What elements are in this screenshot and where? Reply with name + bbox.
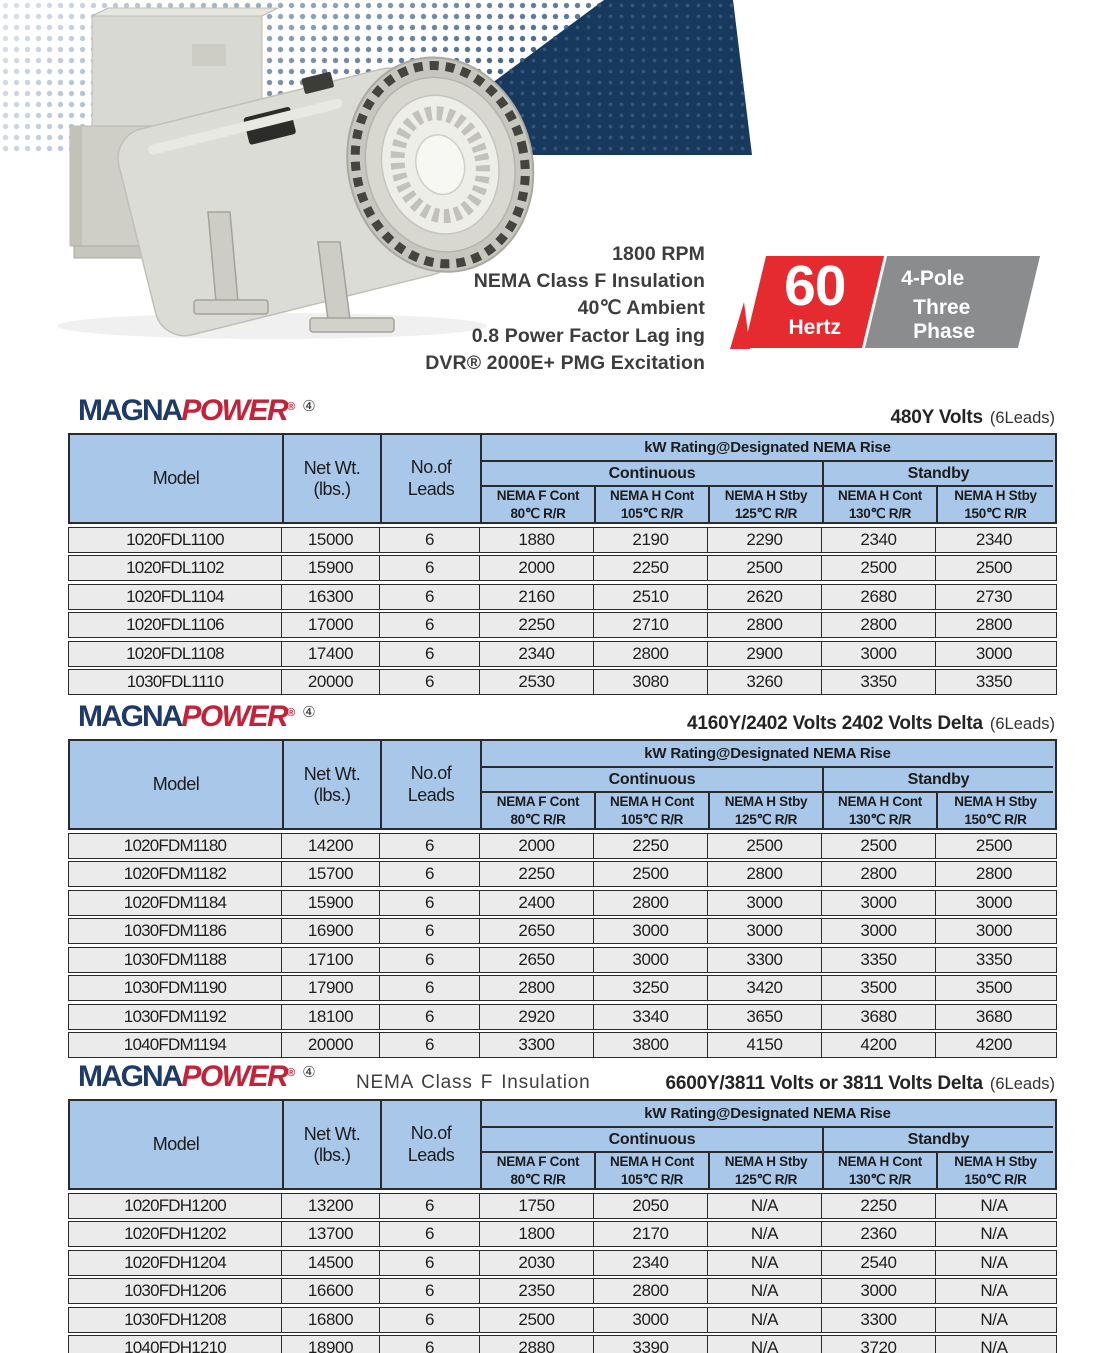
table-row [68,1221,1057,1247]
table-row [68,1193,1057,1219]
cell-kw: 3350 [935,948,1052,972]
cell-model: 1030FDM1188 [123,949,227,969]
leads-suffix: (6Leads) [989,409,1055,427]
cell-model: 1020FDL1104 [126,586,224,606]
cell-net-wt: 15900 [281,891,379,915]
cell-kw: 4150 [707,1033,821,1057]
cell-kw: 3350 [821,670,935,694]
cell-kw: 2340 [593,1251,707,1275]
cell-kw: 3000 [707,919,821,943]
pole-line2: Three Phase [913,296,976,343]
cell-kw: 3300 [821,1308,935,1332]
cell-kw: 2250 [479,862,593,886]
col-net-wt: Net Wt. (lbs.) [282,741,380,828]
cell-model: 1030FDM1186 [123,921,227,940]
logo-power: POWER [181,394,288,427]
magnapower-logo [78,392,316,431]
cell-kw: 2800 [821,613,935,637]
cell-kw: 2000 [479,556,593,580]
col-net-wt: Net Wt. (lbs.) [282,435,380,522]
cell-kw: 3000 [935,891,1052,915]
cell-kw: 2500 [593,862,707,886]
cell-model: 1040FDH1210 [124,1338,226,1353]
registered-mark: ® [287,707,296,719]
cell-leads: 6 [379,642,479,666]
cell-net-wt: 17100 [281,948,379,972]
cell-kw: 3500 [821,976,935,1000]
table-row [68,975,1057,1001]
cell-kw: 2500 [479,1308,593,1332]
section-title: 4160Y/2402 Volts 2402 Volts Delta (6Leads) [687,713,1055,734]
cell-leads: 6 [379,613,479,637]
cell-kw: 3650 [707,1005,821,1029]
cell-model: 1040FDM1194 [123,1035,227,1054]
sub-col-header: NEMA F Cont 80℃ R/R [480,1151,594,1188]
col-leads: No.of Leads [380,741,480,828]
cell-model: 1020FDM1184 [123,892,227,912]
magnapower-logo [78,1058,316,1097]
table-header [68,433,1057,524]
hertz-badge [744,256,884,348]
cell-leads: 6 [379,1308,479,1332]
cell-kw: 2650 [479,948,593,972]
cell-leads: 6 [379,1194,479,1218]
cell-kw: N/A [935,1194,1052,1218]
table-header [68,739,1057,830]
sub-col-header: NEMA H Cont 105℃ R/R [594,1151,708,1188]
col-model: Model [152,1134,200,1154]
circled-4-note: ④ [302,704,316,721]
cell-kw: N/A [707,1308,821,1332]
cell-kw: 3250 [593,976,707,1000]
cell-model: 1030FDM1192 [123,1006,227,1026]
cell-model: 1030FDH1206 [124,1281,226,1300]
cell-leads: 6 [379,834,479,858]
cell-kw: 2650 [479,919,593,943]
table-row [68,527,1057,553]
cell-kw: 2340 [821,528,935,552]
insulation-note: NEMA Class F Insulation [356,1072,591,1093]
section-title: 480Y Volts (6Leads) [890,407,1055,428]
cell-net-wt: 20000 [281,1033,379,1057]
cell-leads: 6 [379,670,479,694]
cell-kw: 3720 [821,1336,935,1353]
col-leads: No.of Leads [380,435,480,522]
cell-model: 1020FDM1182 [123,864,227,883]
section-title: 6600Y/3811 Volts or 3811 Volts Delta (6Leads) [665,1073,1055,1094]
cell-kw: 2800 [935,613,1052,637]
cell-kw: 3390 [593,1336,707,1353]
table-row [68,612,1057,638]
kw-rating-header: kW Rating@Designated NEMA Rise [480,741,1053,766]
pole-badge [865,256,1040,348]
logo-magna: MAGNA [78,1060,182,1093]
cell-leads: 6 [379,862,479,886]
cell-kw: 4200 [821,1033,935,1057]
cell-kw: 3350 [935,670,1052,694]
leads-suffix: (6Leads) [989,1075,1055,1093]
cell-kw: 2620 [707,585,821,609]
col-model: Model [152,468,200,488]
registered-mark: ® [287,401,296,413]
cell-kw: 3000 [821,891,935,915]
cell-net-wt: 16300 [281,585,379,609]
cell-kw: 2400 [479,891,593,915]
logo-power: POWER [181,1060,288,1093]
table-row [68,669,1057,695]
table-body [68,1193,1057,1353]
sub-col-header: NEMA H Cont 130℃ R/R [822,791,936,828]
registered-mark: ® [287,1067,296,1079]
cell-kw: 2500 [935,834,1052,858]
table-row [68,641,1057,667]
sub-col-header: NEMA H Cont 105℃ R/R [594,485,708,522]
cell-leads: 6 [379,948,479,972]
section-480y [68,391,1057,695]
spec-line: NEMA Class F Insulation [473,270,705,293]
table-row [68,1278,1057,1304]
cell-leads: 6 [379,1005,479,1029]
cell-kw: N/A [707,1251,821,1275]
table-row [68,555,1057,581]
cell-kw: 2000 [479,834,593,858]
cell-kw: 4200 [935,1033,1052,1057]
cell-kw: 3680 [821,1005,935,1029]
table-row [68,890,1057,916]
logo-power: POWER [181,700,288,733]
cell-model: 1020FDH1202 [124,1224,226,1243]
cell-net-wt: 14500 [281,1251,379,1275]
cell-kw: 3800 [593,1033,707,1057]
col-leads: No.of Leads [380,1101,480,1188]
cell-kw: 3000 [593,948,707,972]
cell-kw: 2340 [479,642,593,666]
cell-kw: N/A [707,1279,821,1303]
spec-line: 1800 RPM [612,243,705,265]
cell-kw: 2050 [593,1194,707,1218]
cell-kw: N/A [935,1336,1052,1353]
cell-kw: 3340 [593,1005,707,1029]
cell-kw: 2800 [935,862,1052,886]
cell-net-wt: 13200 [281,1194,379,1218]
magnapower-logo [78,698,316,737]
cell-kw: 2190 [593,528,707,552]
table-row [68,1307,1057,1333]
standby-header: Standby [822,460,1053,485]
cell-kw: N/A [935,1279,1052,1303]
cell-kw: 3000 [821,642,935,666]
cell-net-wt: 14200 [281,834,379,858]
cell-model: 1030FDL1110 [126,672,224,691]
cell-kw: 2880 [479,1336,593,1353]
table-row [68,1250,1057,1276]
table-header [68,1099,1057,1190]
cell-net-wt: 16600 [281,1279,379,1303]
cell-kw: 2800 [707,613,821,637]
cell-kw: 1880 [479,528,593,552]
cell-kw: 2800 [593,891,707,915]
cell-model: 1020FDL1102 [126,558,224,577]
kw-rating-header: kW Rating@Designated NEMA Rise [480,1101,1053,1126]
spec-line: 0.8 Power Factor Lag ing [471,324,705,347]
cell-kw: 3500 [935,976,1052,1000]
sub-col-header: NEMA H Stby 150℃ R/R [936,1151,1053,1188]
section-6600y [68,1057,1057,1353]
cell-model: 1020FDL1108 [126,643,224,663]
cell-kw: 2920 [479,1005,593,1029]
cell-leads: 6 [379,1033,479,1057]
cell-kw: 2540 [821,1251,935,1275]
table-row [68,861,1057,887]
continuous-header: Continuous [480,1126,822,1151]
continuous-header: Continuous [480,460,822,485]
cell-kw: 3000 [593,919,707,943]
cell-kw: 2500 [935,556,1052,580]
cell-net-wt: 16800 [281,1308,379,1332]
cell-kw: 3000 [935,919,1052,943]
table-row [68,1335,1057,1353]
cell-net-wt: 18100 [281,1005,379,1029]
pole-line1: 4-Pole [901,267,965,290]
kw-rating-header: kW Rating@Designated NEMA Rise [480,435,1053,460]
cell-kw: 2360 [821,1222,935,1246]
cell-net-wt: 13700 [281,1222,379,1246]
cell-kw: 3300 [479,1033,593,1057]
cell-kw: N/A [707,1194,821,1218]
cell-leads: 6 [379,1222,479,1246]
cell-kw: 2160 [479,585,593,609]
cell-net-wt: 18900 [281,1336,379,1353]
cell-net-wt: 17000 [281,613,379,637]
cell-leads: 6 [379,1279,479,1303]
cell-kw: 2030 [479,1251,593,1275]
cell-kw: 2250 [593,834,707,858]
cell-kw: 3000 [935,642,1052,666]
sub-col-header: NEMA H Cont 105℃ R/R [594,791,708,828]
cell-kw: 3300 [707,948,821,972]
cell-kw: 2900 [707,642,821,666]
logo-magna: MAGNA [78,394,182,427]
cell-kw: 2530 [479,670,593,694]
cell-kw: 2500 [821,834,935,858]
hertz-value: 60 [784,254,846,318]
table-row [68,1004,1057,1030]
cell-kw: 2290 [707,528,821,552]
cell-kw: 1800 [479,1222,593,1246]
sub-col-header: NEMA H Stby 150℃ R/R [936,791,1053,828]
cell-kw: 2800 [821,862,935,886]
cell-kw: 2250 [821,1194,935,1218]
table-row [68,918,1057,944]
sub-col-header: NEMA H Stby 125℃ R/R [708,791,822,828]
cell-kw: 2500 [707,834,821,858]
cell-kw: N/A [707,1222,821,1246]
cell-kw: 2800 [707,862,821,886]
cell-kw: 2500 [707,556,821,580]
cell-kw: 2510 [593,585,707,609]
spec-line: DVR® 2000E+ PMG Excitation [425,351,705,374]
cell-net-wt: 16900 [281,919,379,943]
sub-col-header: NEMA H Cont 130℃ R/R [822,485,936,522]
cell-kw: N/A [707,1336,821,1353]
col-model: Model [152,774,200,794]
cell-model: 1030FDM1190 [123,978,227,997]
table-body [68,527,1057,696]
cell-kw: N/A [935,1308,1052,1332]
sub-col-header: NEMA H Stby 150℃ R/R [936,485,1053,522]
leads-suffix: (6Leads) [989,715,1055,733]
cell-net-wt: 17400 [281,642,379,666]
cell-kw: 2170 [593,1222,707,1246]
cell-model: 1020FDL1100 [126,529,224,549]
sub-col-header: NEMA H Stby 125℃ R/R [708,485,822,522]
table-row [68,947,1057,973]
cell-kw: 3350 [821,948,935,972]
cell-kw: 2800 [593,642,707,666]
cell-kw: 3680 [935,1005,1052,1029]
cell-leads: 6 [379,528,479,552]
sub-col-header: NEMA F Cont 80℃ R/R [480,791,594,828]
table-row [68,584,1057,610]
cell-kw: 2710 [593,613,707,637]
spec-line: 40℃ Ambient [577,297,705,320]
cell-model: 1020FDH1204 [124,1252,226,1272]
cell-kw: 2350 [479,1279,593,1303]
cell-net-wt: 15900 [281,556,379,580]
logo-magna: MAGNA [78,700,182,733]
cell-leads: 6 [379,891,479,915]
cell-kw: 3000 [821,1279,935,1303]
cell-leads: 6 [379,556,479,580]
cell-model: 1020FDM1180 [123,835,227,855]
cell-leads: 6 [379,585,479,609]
cell-kw: 3260 [707,670,821,694]
table-row [68,833,1057,859]
cell-kw: 2680 [821,585,935,609]
sub-col-header: NEMA H Stby 125℃ R/R [708,1151,822,1188]
cell-kw: 3000 [821,919,935,943]
standby-header: Standby [822,1126,1053,1151]
cell-kw: 3000 [707,891,821,915]
continuous-header: Continuous [480,766,822,791]
cell-kw: 2800 [479,976,593,1000]
col-net-wt: Net Wt. (lbs.) [282,1101,380,1188]
cell-net-wt: 15000 [281,528,379,552]
cell-model: 1030FDH1208 [124,1309,226,1329]
cell-kw: N/A [935,1251,1052,1275]
cell-leads: 6 [379,919,479,943]
sub-col-header: NEMA H Cont 130℃ R/R [822,1151,936,1188]
cell-leads: 6 [379,976,479,1000]
cell-model: 1020FDH1200 [124,1195,226,1215]
cell-kw: 3000 [593,1308,707,1332]
cell-kw: 2500 [821,556,935,580]
cell-net-wt: 20000 [281,670,379,694]
cell-kw: 3080 [593,670,707,694]
table-body [68,833,1057,1059]
sub-col-header: NEMA F Cont 80℃ R/R [480,485,594,522]
section-4160y [68,697,1057,1058]
cell-net-wt: 15700 [281,862,379,886]
standby-header: Standby [822,766,1053,791]
cell-kw: 2730 [935,585,1052,609]
cell-kw: 3420 [707,976,821,1000]
circled-4-note: ④ [302,398,316,415]
hertz-unit: Hertz [788,316,842,339]
cell-model: 1020FDL1106 [126,615,224,634]
table-row [68,1032,1057,1058]
hertz-badge-corner [727,300,751,349]
cell-net-wt: 17900 [281,976,379,1000]
spec-list [425,241,705,377]
cell-kw: 2250 [479,613,593,637]
cell-kw: N/A [935,1222,1052,1246]
cell-kw: 2250 [593,556,707,580]
cell-kw: 2800 [593,1279,707,1303]
cell-kw: 2340 [935,528,1052,552]
cell-kw: 1750 [479,1194,593,1218]
cell-leads: 6 [379,1336,479,1353]
circled-4-note: ④ [302,1064,316,1081]
cell-leads: 6 [379,1251,479,1275]
